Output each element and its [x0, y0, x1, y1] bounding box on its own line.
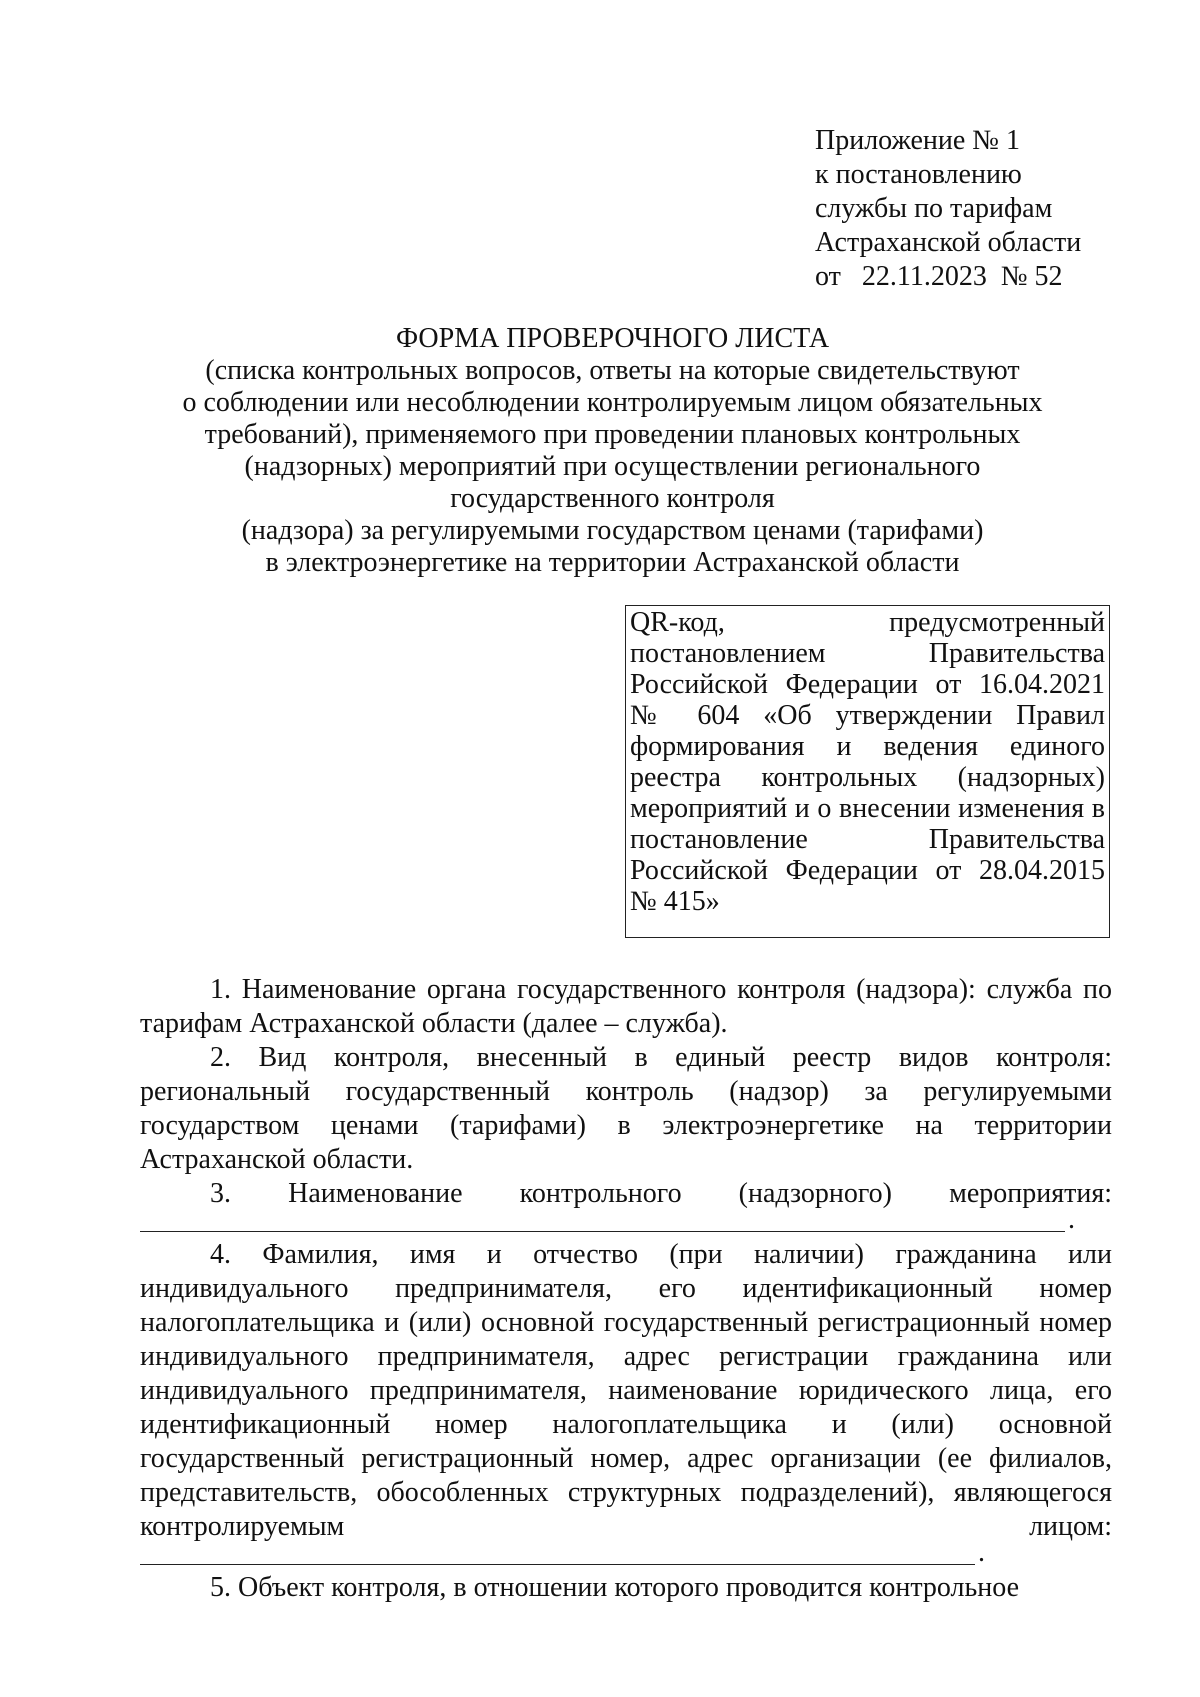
item-3-event-name — [140, 1177, 1112, 1211]
item-5-control-object: 5. Объект контроля, в отношении которого проводится контрольное — [210, 1572, 1020, 1603]
form-subtitle-line: (надзорных) мероприятий при осуществлении регионального — [244, 451, 981, 482]
item-4-fill-line[interactable] — [140, 1544, 975, 1565]
form-subtitle-line: государственного контроля — [450, 483, 775, 514]
item-2-control-type: 2. Вид контроля, внесенный в единый реестр видов контроля: региональный государственный контроль (надзор) за регулируемыми государством ценами (тарифами) в электроэнергетике на территории Астраханской области. — [140, 1042, 1112, 1175]
form-subtitle-line: о соблюдении или несоблюдении контролируемым лицом обязательных — [182, 387, 1043, 418]
item-3-end-dot: . — [1068, 1204, 1075, 1235]
form-title-block — [130, 323, 1095, 579]
qr-box-line: формирования и ведения единого — [630, 731, 1105, 762]
qr-box-line: Российской Федерации от 16.04.2021 — [630, 669, 1105, 700]
qr-box-line: реестра контрольных (надзорных) — [630, 762, 1105, 793]
qr-box-line: мероприятий и о внесении изменения в — [630, 793, 1105, 824]
annex-date-number: от 22.11.2023 № 52 — [815, 261, 1063, 292]
annex-number: Приложение № 1 — [815, 125, 1020, 156]
qr-box-line: постановление Правительства — [630, 824, 1105, 855]
item-3-fill-line[interactable] — [140, 1211, 1065, 1232]
form-subtitle-line: в электроэнергетике на территории Астраханской области — [265, 547, 960, 578]
form-subtitle-line: (списка контрольных вопросов, ответы на которые свидетельствуют — [205, 355, 1020, 386]
item-4-end-dot: . — [978, 1537, 985, 1568]
form-subtitle-line: (надзора) за регулируемыми государством ценами (тарифами) — [241, 515, 984, 546]
form-heading: ФОРМА ПРОВЕРОЧНОГО ЛИСТА — [395, 323, 830, 354]
qr-box-line: № 415» — [630, 886, 720, 917]
item-3-label: 3. Наименование контрольного (надзорного) мероприятия: — [210, 1178, 1112, 1209]
annex-ref-line: к постановлению — [815, 159, 1022, 190]
annex-header — [815, 124, 1081, 294]
form-items — [140, 973, 1112, 1605]
item-1-control-body: 1. Наименование органа государственного контроля (надзора): служба по тарифам Астраханской области (далее – служба). — [140, 974, 1112, 1039]
annex-issuer: службы по тарифам — [815, 193, 1053, 224]
form-subtitle-line: требований), применяемого при проведении плановых контрольных — [204, 419, 1021, 450]
qr-code-placeholder-box — [625, 605, 1110, 938]
qr-box-line: постановлением Правительства — [630, 638, 1105, 669]
annex-region: Астраханской области — [815, 227, 1082, 258]
qr-box-line: Российской Федерации от 28.04.2015 — [630, 855, 1105, 886]
qr-box-line: QR-код, предусмотренный — [630, 607, 1105, 638]
qr-box-line: № 604 «Об утверждении Правил — [630, 700, 1105, 731]
item-4-controlled-person: 4. Фамилия, имя и отчество (при наличии) гражданина или индивидуального предпринимателя, его идентификационный номер налогоплательщика и (или) основной государственный регистрационный номер индивидуального предпринимателя, адрес регистрации гражданина или индивидуального предпринимателя, наименование юридического лица, его идентификационный номер налогоплательщика и (или) основной государственный регистрационный номер, адрес организации (ее филиалов, представительств, обособленных структурных подразделений), являющегося контролируемым лицом: — [140, 1239, 1112, 1542]
